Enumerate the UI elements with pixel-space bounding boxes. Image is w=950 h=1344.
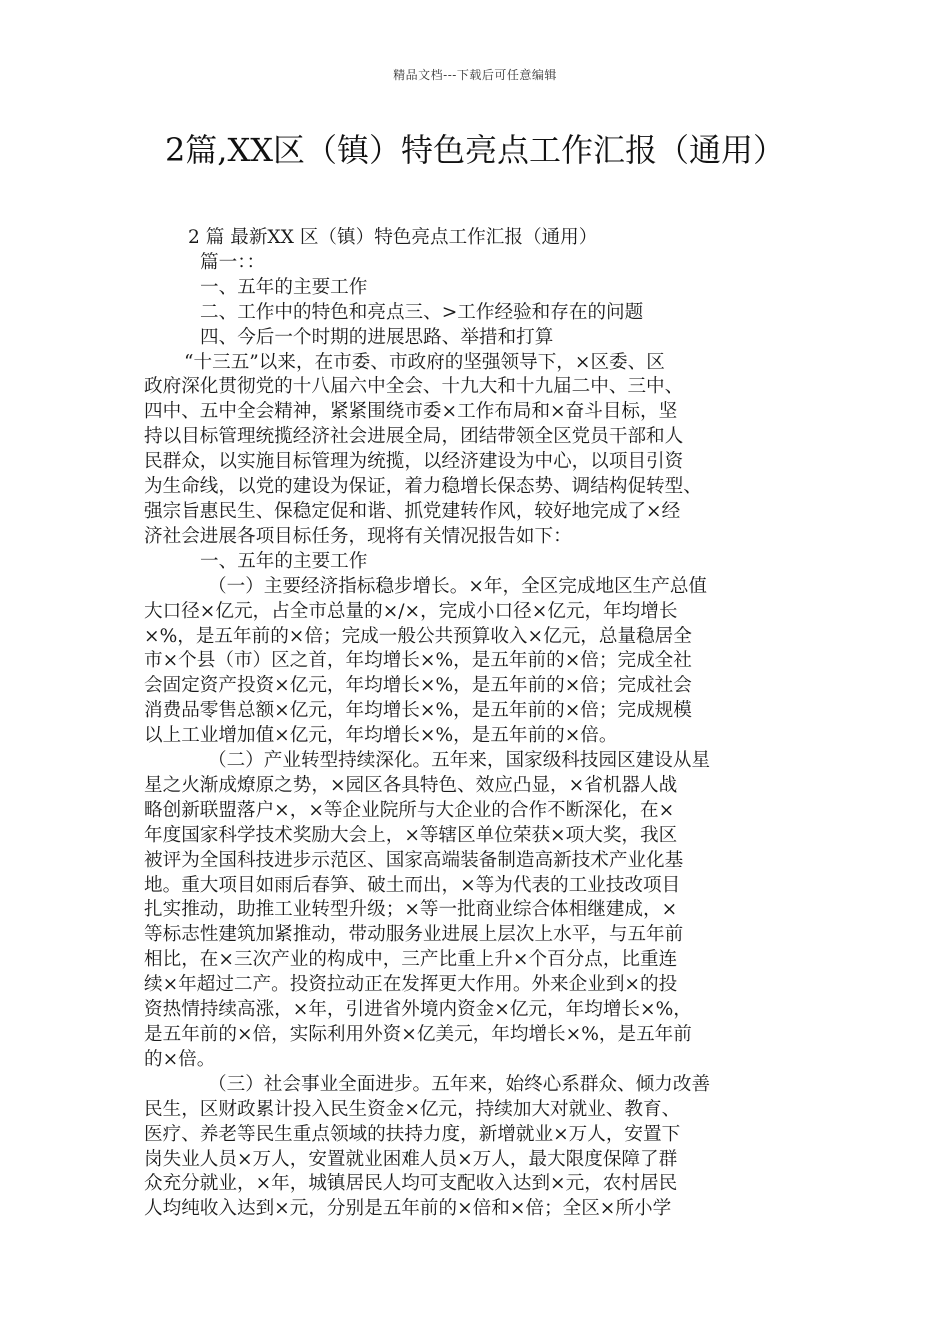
paragraph-line: 扎实推动，助推工业转型升级；×等一批商业综合体相继建成，× xyxy=(144,899,678,921)
paragraph-line: 消费品零售总额×亿元，年均增长×%，是五年前的×倍；完成规模 xyxy=(144,700,692,722)
paragraph-line: 政府深化贯彻党的十八届六中全会、十九大和十九届二中、三中、 xyxy=(144,376,684,398)
paragraph-line: 以上工业增加值×亿元，年均增长×%，是五年前的×倍。 xyxy=(144,725,618,747)
document-subtitle: 2 篇 最新XX 区（镇）特色亮点工作汇报（通用） xyxy=(188,227,598,248)
paragraph-line: 续×年超过二产。投资拉动正在发挥更大作用。外来企业到×的投 xyxy=(144,974,678,996)
intro-paragraph xyxy=(144,351,829,550)
outline-item: 二、工作中的特色和亮点三、>工作经验和存在的问题 xyxy=(200,301,644,323)
document-title: 2篇,XX区（镇）特色亮点工作汇报（通用） xyxy=(164,131,786,169)
paragraph-line: 民生，区财政累计投入民生资金×亿元，持续加大对就业、教育、 xyxy=(144,1098,681,1120)
paragraph-line: 星之火渐成燎原之势，×园区各具特色、效应凸显，×省机器人战 xyxy=(144,774,678,796)
paragraph-line: 地。重大项目如雨后春笋、破土而出，×等为代表的工业技改项目 xyxy=(144,874,681,896)
paragraph-line: 年度国家科学技术奖励大会上，×等辖区单位荣获×项大奖，我区 xyxy=(144,824,678,846)
paragraph-line: ×%，是五年前的×倍；完成一般公共预算收入×亿元，总量稳居全 xyxy=(144,625,692,647)
paragraph-economic-indicators xyxy=(144,575,829,749)
paragraph-line: （二）产业转型持续深化。五年来，国家级科技园区建设从星 xyxy=(208,750,711,772)
paragraph-line: 众充分就业，×年，城镇居民人均可支配收入达到×元，农村居民 xyxy=(144,1173,678,1195)
paragraph-line: 略创新联盟落户×，×等企业院所与大企业的合作不断深化，在× xyxy=(144,799,675,821)
header-note: 精品文档---下载后可任意编辑 xyxy=(393,68,557,82)
paragraph-social-progress xyxy=(144,1073,829,1222)
paragraph-line: 持以目标管理统揽经济社会进展全局，团结带领全区党员干部和人 xyxy=(144,426,684,448)
paragraph-line: 大口径×亿元，占全市总量的×/×，完成小口径×亿元，年均增长 xyxy=(144,600,678,622)
paragraph-line: “十三五”以来，在市委、市政府的坚强领导下，×区委、区 xyxy=(184,351,665,373)
paragraph-line: 是五年前的×倍，实际利用外资×亿美元，年均增长×%，是五年前 xyxy=(144,1024,692,1045)
paragraph-line: 民群众，以实施目标管理为统揽，以经济建设为中心，以项目引资 xyxy=(144,451,684,473)
outline-item: 四、今后一个时期的进展思路、举措和打算 xyxy=(200,326,554,348)
paragraph-line: 四中、五中全会精神，紧紧围绕市委×工作布局和×奋斗目标，坚 xyxy=(144,401,678,423)
paragraph-line: 市×个县（市）区之首，年均增长×%，是五年前的×倍；完成全社 xyxy=(144,650,692,672)
section-heading: 一、五年的主要工作 xyxy=(200,550,368,572)
paragraph-line: 的×倍。 xyxy=(144,1048,216,1070)
paragraph-line: 济社会进展各项目标任务，现将有关情况报告如下： xyxy=(144,525,572,547)
paragraph-line: 强宗旨惠民生、保稳定促和谐、抓党建转作风，较好地完成了×经 xyxy=(144,500,681,522)
paragraph-line: 被评为全国科技进步示范区、国家高端装备制造高新技术产业化基 xyxy=(144,849,684,871)
paragraph-line: 相比，在×三次产业的构成中，三产比重上升×个百分点，比重连 xyxy=(144,949,678,971)
document-body xyxy=(144,226,829,1222)
paragraph-line: （三）社会事业全面进步。五年来，始终心系群众、倾力改善 xyxy=(208,1073,711,1095)
paragraph-line: （一）主要经济指标稳步增长。×年，全区完成地区生产总值 xyxy=(208,575,708,597)
paragraph-line: 人均纯收入达到×元，分别是五年前的×倍和×倍；全区×所小学 xyxy=(144,1198,672,1220)
paragraph-industry-transformation xyxy=(144,749,829,1073)
paragraph-line: 会固定资产投资×亿元，年均增长×%，是五年前的×倍；完成社会 xyxy=(144,675,692,697)
paragraph-line: 资热情持续高涨，×年，引进省外境内资金×亿元，年均增长×%， xyxy=(144,999,692,1021)
outline xyxy=(144,251,829,351)
paragraph-line: 等标志性建筑加紧推动，带动服务业进展上层次上水平，与五年前 xyxy=(144,924,684,946)
paragraph-line: 医疗、养老等民生重点领域的扶持力度，新增就业×万人，安置下 xyxy=(144,1123,681,1145)
outline-item: 篇一：： xyxy=(200,251,266,273)
paragraph-line: 岗失业人员×万人，安置就业困难人员×万人，最大限度保障了群 xyxy=(144,1148,678,1170)
paragraph-line: 为生命线，以党的建设为保证，着力稳增长保态势、调结构促转型、 xyxy=(144,476,702,498)
outline-item: 一、五年的主要工作 xyxy=(200,276,368,298)
